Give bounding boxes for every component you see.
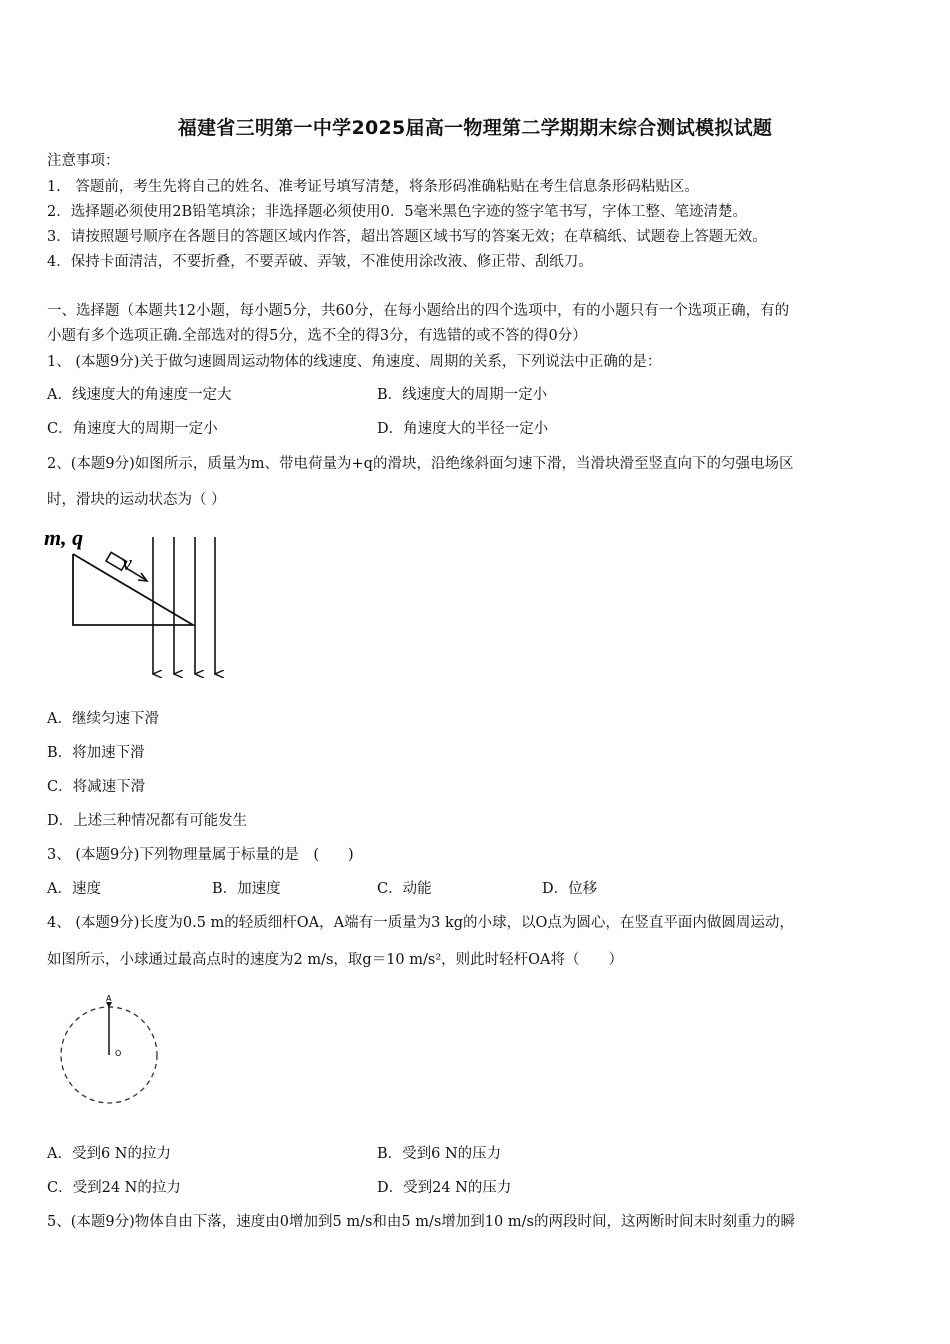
- notes-heading: 注意事项：: [47, 153, 120, 169]
- note-item: 1. 答题前，考生先将自己的姓名、准考证号填写清楚，将条形码准确粘贴在考生信息条形码粘贴区。: [47, 179, 699, 195]
- question-3-stem: 3、 (本题9分)下列物理量属于标量的是 ( ): [47, 847, 354, 863]
- q1-option-d: D．角速度大的半径一定小: [377, 421, 549, 437]
- question-2-stem: 2、(本题9分)如图所示，质量为m、带电荷量为+q的滑块，沿绝缘斜面匀速下滑，当滑块滑至竖直向下的匀强电场区: [47, 456, 794, 472]
- q1-option-a: A．线速度大的角速度一定大: [47, 387, 232, 403]
- section-heading: 小题有多个选项正确.全部选对的得5分，选不全的得3分，有选错的或不答的得0分）: [47, 328, 587, 344]
- label-velocity: v: [122, 550, 132, 575]
- note-item: 3．请按照题号顺序在各题目的答题区域内作答，超出答题区域书写的答案无效；在草稿纸、试题卷上答题无效。: [47, 229, 767, 245]
- section-heading: 一、选择题（本题共12小题，每小题5分，共60分，在每小题给出的四个选项中，有的小题只有一个选项正确，有的: [47, 303, 790, 319]
- q2-option-b: B．将加速下滑: [47, 745, 145, 761]
- q1-option-c: C．角速度大的周期一定小: [47, 421, 218, 437]
- q4-option-d: D．受到24 N的压力: [377, 1180, 512, 1196]
- q3-option-b: B．加速度: [212, 881, 281, 897]
- question-4-stem: 4、 (本题9分)长度为0.5 m的轻质细杆OA，A端有一质量为3 kg的小球，以O点为圆心，在竖直平面内做圆周运动，: [47, 915, 794, 931]
- label-o: O: [115, 1049, 122, 1058]
- note-item: 2．选择题必须使用2B铅笔填涂；非选择题必须使用0．5毫米黑色字迹的签字笔书写，字体工整、笔迹清楚。: [47, 204, 748, 220]
- q2-option-a: A．继续匀速下滑: [47, 711, 159, 727]
- q4-option-a: A．受到6 N的拉力: [47, 1146, 171, 1162]
- q4-option-b: B．受到6 N的压力: [377, 1146, 502, 1162]
- incline-electric-field-figure: [40, 522, 230, 682]
- question-1-stem: 1、 (本题9分)关于做匀速圆周运动物体的线速度、角速度、周期的关系，下列说法中正确的是：: [47, 354, 662, 370]
- q4-option-c: C．受到24 N的拉力: [47, 1180, 181, 1196]
- question-4-stem: 如图所示，小球通过最高点时的速度为2 m/s，取g＝10 m/s²，则此时轻杆OA将（ ）: [47, 952, 623, 968]
- q3-option-c: C．动能: [377, 881, 432, 897]
- label-a: A: [106, 994, 112, 1003]
- incline-triangle: [73, 554, 193, 625]
- question-2-stem: 时，滑块的运动状态为（ ）: [47, 492, 226, 508]
- label-mass-charge: m, q: [44, 525, 84, 550]
- q2-option-c: C．将减速下滑: [47, 779, 146, 795]
- note-item: 4．保持卡面清洁，不要折叠，不要弄破、弄皱，不准使用涂改液、修正带、刮纸刀。: [47, 254, 593, 270]
- q2-option-d: D．上述三种情况都有可能发生: [47, 813, 248, 829]
- question-5-stem: 5、(本题9分)物体自由下落，速度由0增加到5 m/s和由5 m/s增加到10 m/s的两段时间，这两断时间末时刻重力的瞬: [47, 1214, 795, 1230]
- page-title: 福建省三明第一中学2025届高一物理第二学期期末综合测试模拟试题: [177, 117, 773, 139]
- q3-option-a: A．速度: [47, 881, 101, 897]
- q3-option-d: D．位移: [542, 881, 598, 897]
- rod-circle-figure: [55, 990, 165, 1110]
- q1-option-b: B．线速度大的周期一定小: [377, 387, 548, 403]
